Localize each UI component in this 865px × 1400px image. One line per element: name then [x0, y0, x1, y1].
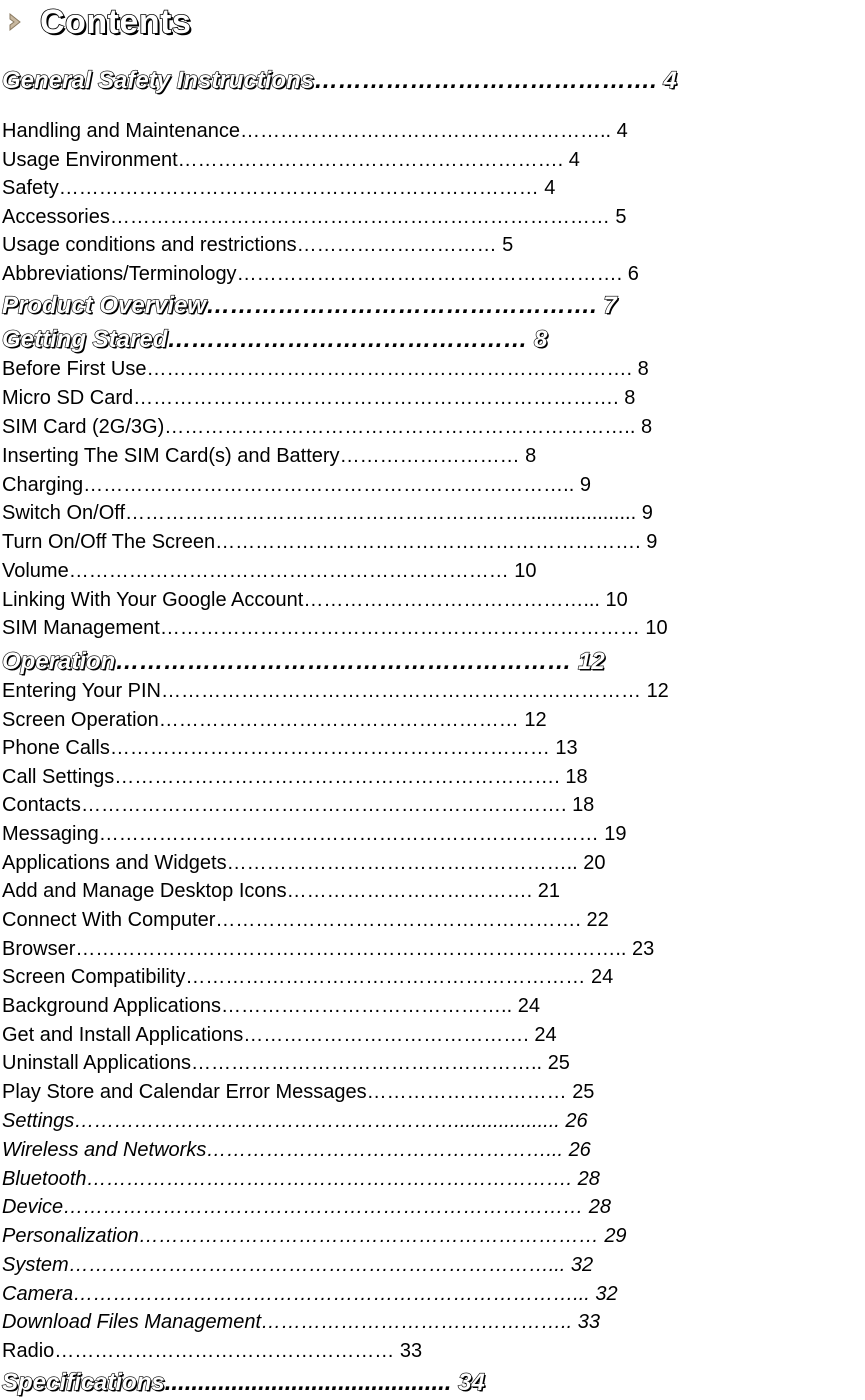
toc-title: Inserting The SIM Card(s) and Battery [2, 445, 340, 467]
toc-page-number: 12 [578, 648, 605, 675]
toc-entry-row[interactable] [2, 231, 513, 260]
toc-page-number: 5 [502, 234, 514, 256]
toc-entry-row[interactable] [2, 1107, 588, 1136]
toc-title: Applications and Widgets [2, 852, 227, 874]
toc-leader: ………………………………………………………… [68, 560, 509, 582]
toc-entry-row[interactable] [2, 146, 580, 175]
toc-leader: ………………………………………………………………… [109, 206, 610, 228]
toc-entry-row[interactable] [2, 706, 547, 735]
toc-leader: ……………………………………………... [206, 1139, 563, 1161]
toc-leader: ……………………………………………………………….. [83, 474, 575, 496]
toc-title: Linking With Your Google Account [2, 589, 304, 611]
toc-page-number: 10 [514, 560, 537, 582]
toc-entry-row[interactable] [2, 877, 560, 906]
toc-entry-row[interactable] [2, 174, 555, 203]
toc-title: Play Store and Calendar Error Messages [2, 1081, 367, 1103]
toc-leader: ………………………………………………… [115, 648, 572, 675]
toc-page-number: 8 [624, 387, 636, 409]
toc-entry-row[interactable] [2, 1251, 593, 1280]
toc-page-number: 7 [603, 292, 617, 319]
toc-leader: …………………………………………………………………... [73, 1283, 590, 1305]
toc-page-number: 24 [534, 1024, 557, 1046]
toc-title: Switch On/Off [2, 502, 126, 524]
toc-entry-row[interactable] [2, 1021, 557, 1050]
toc-leader: ………………………………………………. [215, 909, 581, 931]
toc-entry-row[interactable] [2, 935, 654, 964]
toc-title: Charging [2, 474, 84, 496]
toc-title: General Safety Instructions [2, 67, 315, 94]
toc-leader: ……………………………………. [243, 1024, 529, 1046]
toc-leader: ………………………………………………………………. [133, 387, 619, 409]
toc-leader: ……………………………………………………………………….. [75, 938, 627, 960]
toc-title: Entering Your PIN [2, 680, 161, 702]
toc-title: Camera [2, 1283, 74, 1305]
toc-title: Connect With Computer [2, 909, 216, 931]
toc-page-number: 25 [572, 1081, 595, 1103]
toc-entry-row[interactable] [2, 557, 537, 586]
toc-page-number: 10 [605, 589, 628, 611]
toc-entry-row[interactable] [2, 499, 653, 528]
toc-entry-row[interactable] [2, 1337, 422, 1366]
toc-title: Contacts [2, 794, 81, 816]
toc-title: Get and Install Applications [2, 1024, 244, 1046]
toc-title: Abbreviations/Terminology [2, 263, 237, 285]
toc-page-number: 19 [604, 823, 627, 845]
toc-leader: ……………………………………………… [158, 709, 519, 731]
toc-section-row[interactable] [2, 323, 547, 357]
toc-page-number: 20 [583, 852, 606, 874]
toc-page-number: 9 [579, 474, 591, 496]
toc-page-number: 18 [565, 766, 588, 788]
toc-page-number: 25 [547, 1052, 570, 1074]
toc-title: Browser [2, 938, 76, 960]
toc-leader: …………………………………….. [221, 995, 513, 1017]
toc-leader: ……………………………………….. [261, 1311, 573, 1333]
toc-leader: ………………………… [366, 1081, 567, 1103]
toc-entry-row[interactable] [2, 1222, 627, 1251]
toc-title: Screen Operation [2, 709, 159, 731]
toc-entry-row[interactable] [2, 471, 591, 500]
toc-title: SIM Card (2G/3G) [2, 416, 165, 438]
toc-title: Personalization [2, 1225, 139, 1247]
toc-page-number: 8 [534, 326, 548, 353]
toc-page-number: 29 [604, 1225, 627, 1247]
toc-title: Before First Use [2, 358, 147, 380]
toc-entry-row[interactable] [2, 820, 627, 849]
toc-page-number: 4 [616, 120, 628, 142]
toc-title: Screen Compatibility [2, 966, 186, 988]
toc-title: Radio [2, 1340, 55, 1362]
toc-entry-row[interactable] [2, 734, 578, 763]
toc-page-number: 33 [399, 1340, 423, 1362]
toc-entry-row[interactable] [2, 203, 627, 232]
toc-page-number: 13 [555, 737, 578, 759]
toc-entry-row[interactable] [2, 586, 628, 615]
toc-title: Accessories [2, 206, 110, 228]
toc-title: Product Overview [2, 292, 207, 319]
toc-entry-row[interactable] [2, 413, 652, 442]
toc-leader: …………………………………………………………….. [164, 416, 636, 438]
toc-title: Messaging [2, 823, 99, 845]
toc-leader: …………………………………………………….................... [125, 502, 637, 524]
toc-page-number: 24 [517, 995, 540, 1017]
toc-page-number: 26 [565, 1110, 588, 1132]
toc-leader: ……………………………………………………………… [58, 177, 539, 199]
toc-leader: …………………………………………….. [226, 852, 578, 874]
toc-title: Volume [2, 560, 69, 582]
toc-leader: ……………………………………………….. [239, 120, 612, 142]
toc-title: Phone Calls [2, 737, 110, 759]
toc-entry-row[interactable] [2, 677, 669, 706]
toc-title: Getting Stared [2, 326, 168, 353]
toc-leader: ……………………………………………………………… [161, 680, 641, 702]
toc-entry-row[interactable] [2, 1049, 570, 1078]
toc-leader: ……………………………………... [303, 589, 600, 611]
toc-section-row[interactable] [2, 1366, 485, 1400]
toc-title: Background Applications [2, 995, 222, 1017]
toc-section-row[interactable] [2, 645, 605, 679]
toc-page-number: 5 [615, 206, 627, 228]
arrow-bullet-icon [8, 11, 26, 33]
toc-page-number: 18 [572, 794, 595, 816]
toc-page-number: 34 [458, 1369, 485, 1396]
toc-leader: …………………………………………. [206, 292, 597, 319]
toc-leader: …………………………………………….. [191, 1052, 543, 1074]
toc-leader: …………………………………………… [54, 1340, 395, 1362]
toc-title: Specifications [2, 1369, 165, 1396]
toc-leader: …………………………………………………. [177, 149, 564, 171]
toc-title: Add and Manage Desktop Icons [2, 880, 287, 902]
toc-entry-row[interactable] [2, 355, 649, 384]
toc-page-number: 28 [588, 1196, 611, 1218]
toc-title: SIM Management [2, 617, 160, 639]
toc-page-number: 4 [568, 149, 580, 171]
toc-page-number: 12 [646, 680, 669, 702]
toc-entry-row[interactable] [2, 384, 635, 413]
toc-page-number: 22 [586, 909, 609, 931]
toc-entry-row[interactable] [2, 849, 606, 878]
toc-leader: …………………………………………………................... [74, 1110, 560, 1132]
toc-page-number: 8 [637, 358, 649, 380]
toc-title: Turn On/Off The Screen [2, 531, 216, 553]
toc-entry-row[interactable] [2, 1280, 618, 1309]
toc-leader: ……………………………………………………………… [159, 617, 640, 639]
toc-leader: …………………………………………………………………… [63, 1196, 584, 1218]
toc-page-number: 8 [640, 416, 653, 438]
toc-entry-row[interactable] [2, 992, 540, 1021]
toc-leader: …………………………………………………… [185, 966, 586, 988]
toc-page-number: 33 [577, 1311, 600, 1333]
toc-page-number: 12 [524, 709, 547, 731]
toc-title: Download Files Management [2, 1311, 262, 1333]
page-title: Contents [40, 2, 192, 41]
toc-title: Device [2, 1196, 64, 1218]
toc-page-number: 8 [525, 445, 537, 467]
toc-entry-row[interactable] [2, 1078, 594, 1107]
toc-page-number: 32 [595, 1283, 618, 1305]
toc-title: Operation [2, 648, 116, 675]
toc-page-number: 9 [641, 502, 653, 524]
toc-page-number: 9 [646, 531, 658, 553]
toc-title: Safety [2, 177, 59, 199]
toc-title: Handling and Maintenance [2, 120, 240, 142]
toc-leader: ………………………………………………………… [109, 737, 550, 759]
toc-leader: ………………………………. [286, 880, 533, 902]
toc-page-number: 23 [632, 938, 655, 960]
toc-leader: ………………………………………………………………. [80, 794, 567, 816]
toc-page-number: 6 [627, 263, 639, 285]
toc-title: System [2, 1254, 69, 1276]
toc-title: Usage Environment [2, 149, 178, 171]
toc-leader: ………………………………………………………………... [68, 1254, 566, 1276]
toc-entry-row[interactable] [2, 1165, 600, 1194]
toc-leader: ………………………… [296, 234, 497, 256]
toc-entry-row[interactable] [2, 906, 609, 935]
toc-page-number: 24 [590, 966, 614, 988]
toc-page-number: 4 [663, 67, 677, 94]
toc-title: Wireless and Networks [2, 1139, 207, 1161]
toc-entry-row[interactable] [2, 963, 613, 992]
toc-title: Settings [2, 1110, 75, 1132]
toc-leader: ………………………………………………………………… [98, 823, 599, 845]
toc-entry-row[interactable] [2, 442, 536, 471]
toc-title: Usage conditions and restrictions [2, 234, 297, 256]
toc-leader: …………………………………………………………… [138, 1225, 599, 1247]
toc-title: Call Settings [2, 766, 115, 788]
toc-leader: ........................................... [164, 1369, 452, 1396]
toc-entry-row[interactable] [2, 117, 628, 146]
toc-title: Micro SD Card [2, 387, 134, 409]
toc-leader: ……………………… [339, 445, 520, 467]
toc-leader: …………………………………………………………. [114, 766, 560, 788]
toc-title: Uninstall Applications [2, 1052, 191, 1074]
toc-leader: ……………………………………… [167, 326, 528, 353]
toc-page-number: 28 [577, 1168, 600, 1190]
toc-entry-row[interactable] [2, 763, 588, 792]
toc-leader: ………………………………………………………………. [146, 358, 633, 380]
toc-entry-row[interactable] [2, 791, 594, 820]
toc-page-number: 4 [544, 177, 556, 199]
toc-header [8, 0, 191, 44]
toc-entry-row[interactable] [2, 1136, 591, 1165]
toc-section-row[interactable] [2, 289, 617, 323]
toc-title: Bluetooth [2, 1168, 87, 1190]
toc-leader: …………………………………………………. [236, 263, 623, 285]
toc-entry-row[interactable] [2, 1193, 611, 1222]
toc-page-number: 10 [645, 617, 668, 639]
toc-entry-row[interactable] [2, 1308, 600, 1337]
toc-section-row[interactable] [2, 64, 677, 98]
toc-page-number: 26 [568, 1139, 591, 1161]
toc-entry-row[interactable] [2, 614, 668, 643]
toc-page-number: 32 [570, 1254, 594, 1276]
toc-entry-row[interactable] [2, 260, 639, 289]
toc-entry-row[interactable] [2, 528, 657, 557]
toc-leader: ………………………………………………………………. [86, 1168, 573, 1190]
toc-page-number: 21 [537, 880, 561, 902]
toc-leader: ……………………………………. [314, 67, 657, 94]
toc-leader: ………………………………………………………. [215, 531, 641, 553]
